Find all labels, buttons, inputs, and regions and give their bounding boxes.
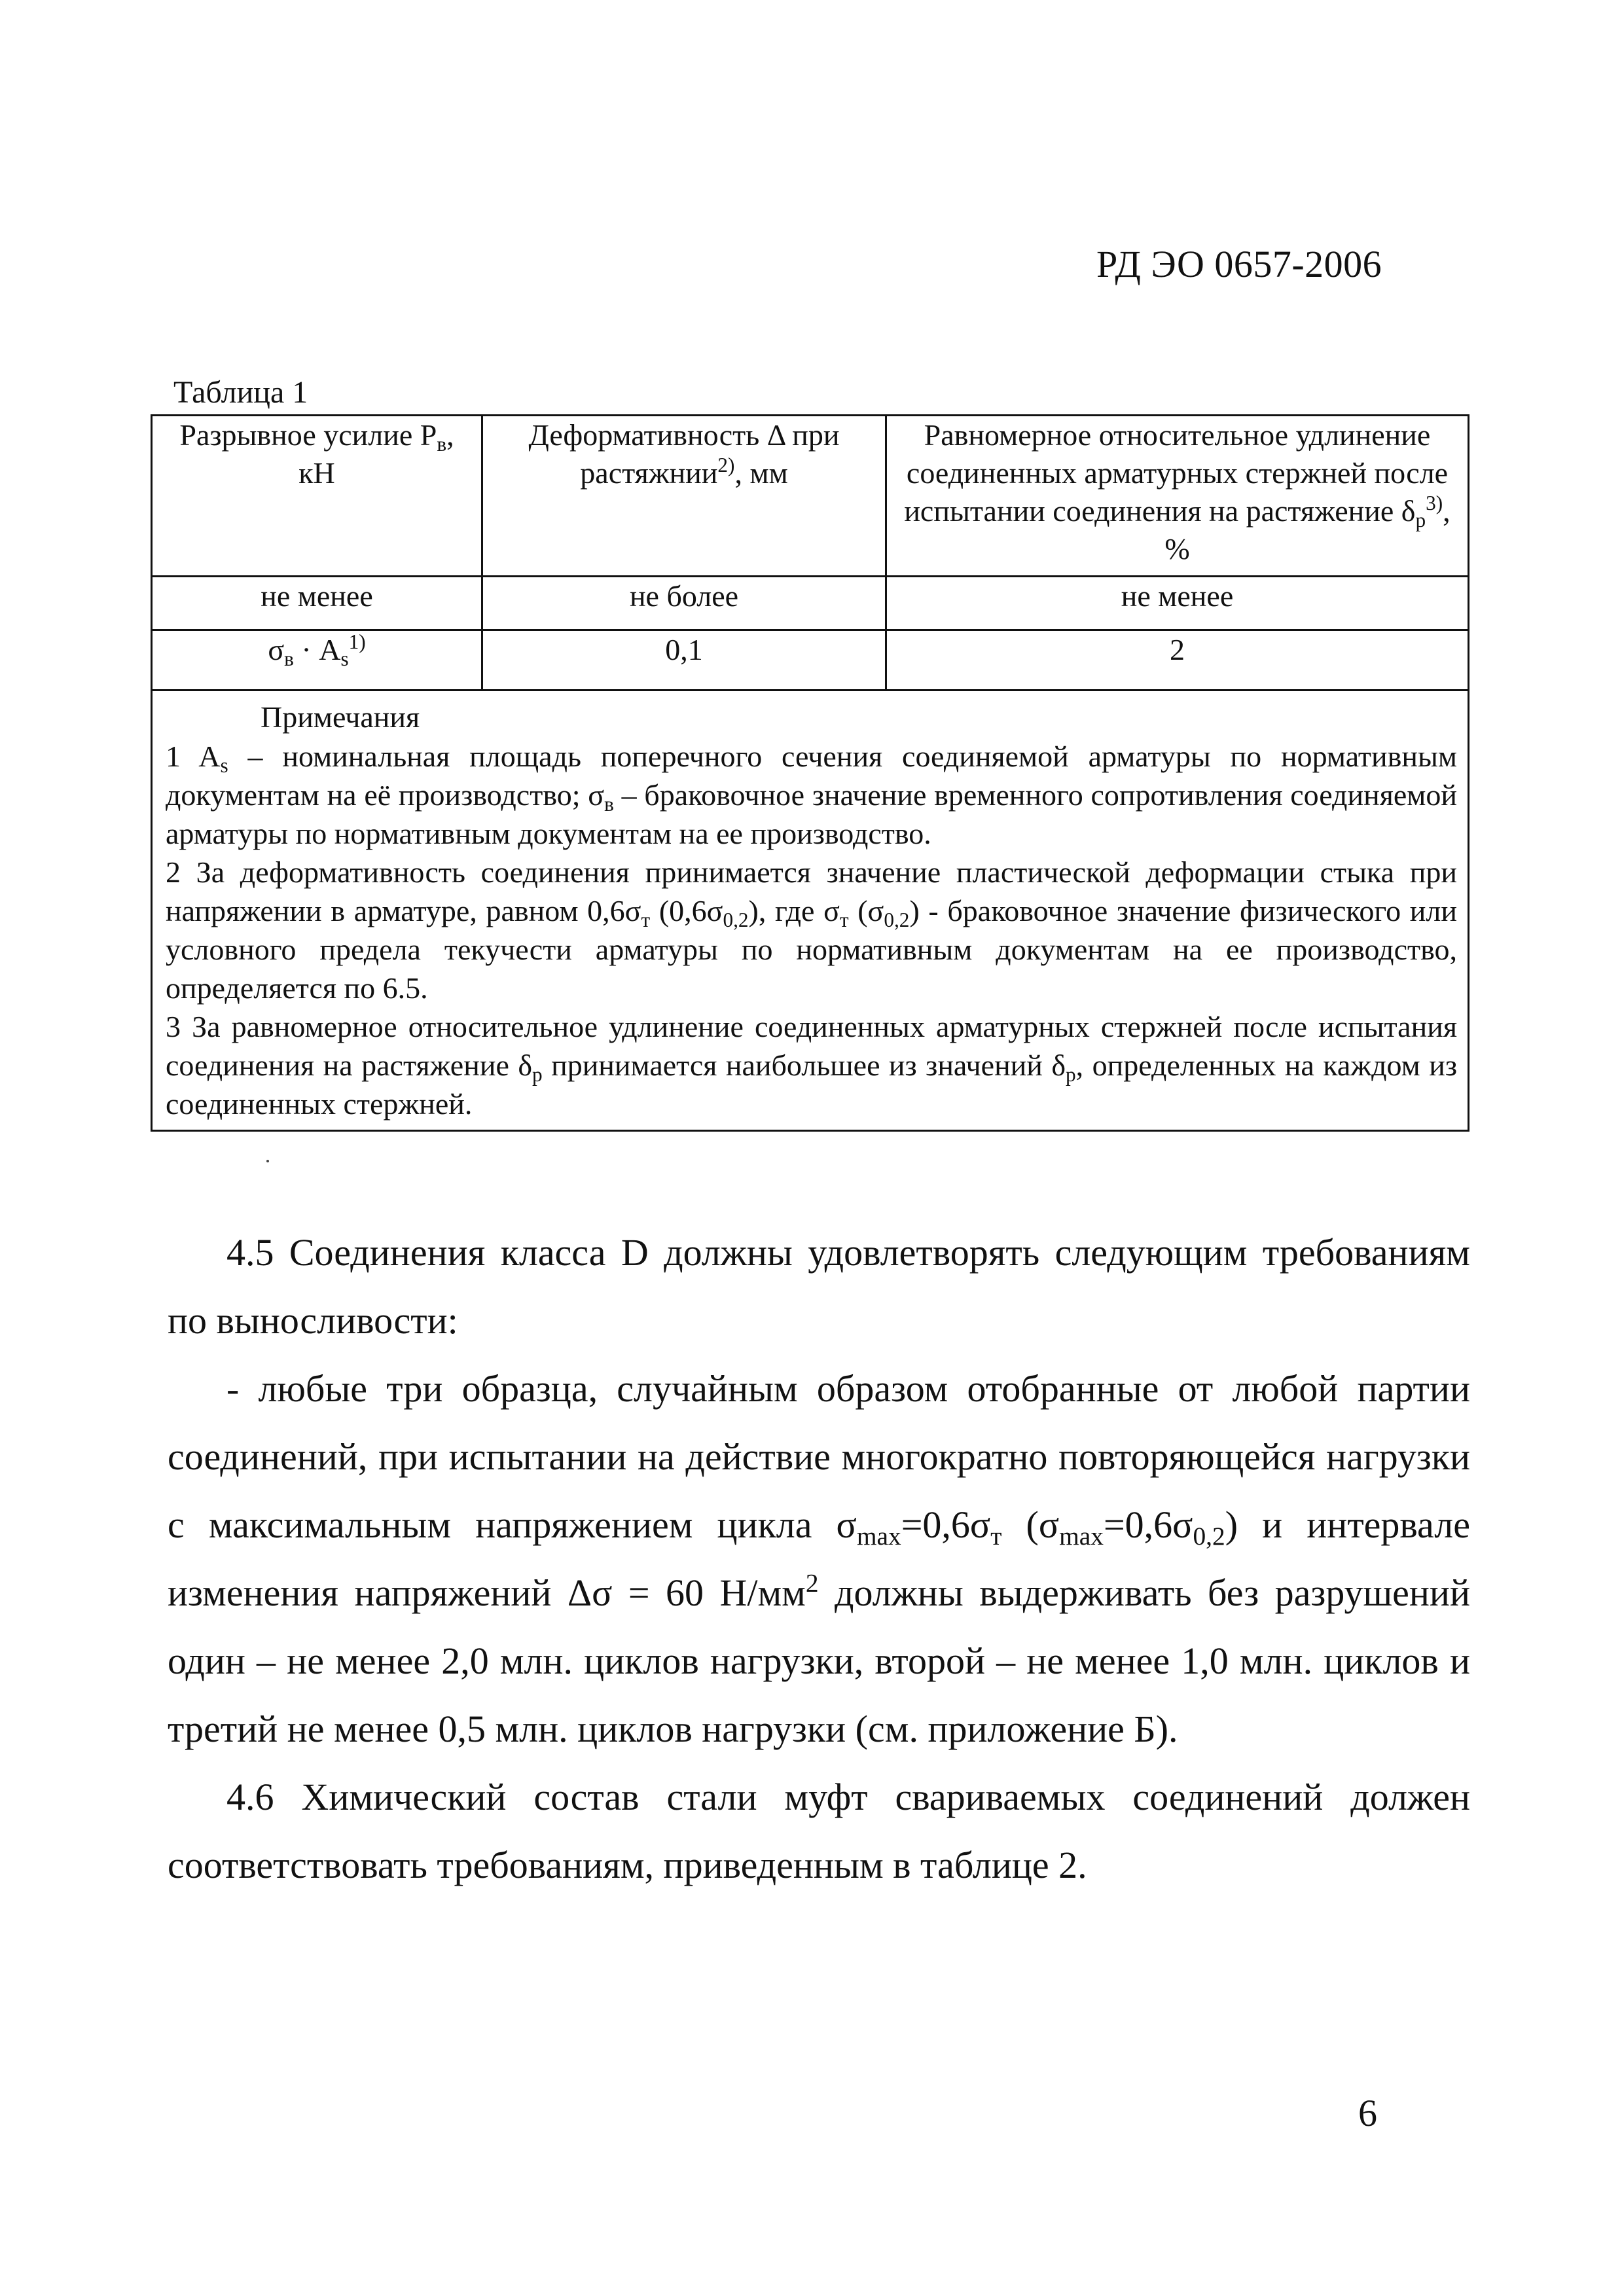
para-text: - любые три образца, случайным образом отобранные от любой партии соединений, при испытании на действие многократно повторяющейся нагрузки с максимальным напряжением цикла σ (168, 1367, 1470, 1546)
notes-row (152, 691, 1469, 1131)
body-text (168, 1219, 1470, 1899)
table-caption: Таблица 1 (173, 375, 308, 410)
notes-cell (152, 691, 1469, 1131)
note-sub: 0,2 (723, 908, 749, 931)
note-sub: т (641, 908, 651, 931)
header-text: Равномерное относительное удлинение соединенных арматурных стержней после испытании соединения на растяжение δ (904, 418, 1449, 528)
note-text: (σ (848, 894, 884, 927)
note-text: ) - браковочное значение физического или условного предела текучести арматуры по нормативным документам на ее производство, определяется по 6.5. (166, 894, 1457, 1005)
note-sub: p (1066, 1062, 1076, 1086)
values-row (152, 630, 1469, 691)
note-text: ), где σ (748, 894, 840, 927)
paragraph-fatigue-list (168, 1355, 1470, 1763)
formula-sub: в (284, 647, 294, 670)
header-text: Деформативность Δ при растяжнии (528, 418, 840, 490)
note-sub: 0,2 (884, 908, 910, 931)
note-sub: s (220, 753, 228, 777)
para-text: =0,6σ (901, 1503, 991, 1546)
note-text: (0,6σ (650, 894, 723, 927)
para-text: =0,6σ (1103, 1503, 1193, 1546)
note-text: – браковочное значение временного сопротивления соединяемой арматуры по нормативным документам на ее производство. (166, 778, 1457, 850)
note-text: , определенных на каждом из соединенных стержней. (166, 1049, 1457, 1121)
header-text: Разрывное усилие P (179, 418, 437, 452)
header-cell-elongation (886, 416, 1469, 577)
para-sub: т (990, 1522, 1002, 1551)
requirements-table (151, 414, 1469, 1132)
note-sub: p (532, 1062, 543, 1086)
header-sup: 3) (1426, 491, 1443, 514)
header-unit: , % (1164, 494, 1451, 565)
note-sub: в (604, 792, 614, 816)
formula-sub: s (340, 647, 349, 670)
para-sub: 0,2 (1193, 1522, 1225, 1551)
header-sup: 2) (717, 453, 735, 476)
paragraph-4-5: 4.5 Соединения класса D должны удовлетворять следующим требованиям по выносливости: (168, 1231, 1470, 1342)
value-cell-deformation: 0,1 (482, 630, 886, 691)
table-header-row (152, 416, 1469, 577)
formula-a: · A (293, 633, 341, 666)
note-2 (166, 853, 1457, 1007)
notes-title: Примечания (261, 700, 420, 734)
scan-speck (266, 1160, 269, 1162)
para-text: должны выдерживать без разрушений один – не менее 2,0 млн. циклов нагрузки, второй – не менее 1,0 млн. циклов и третий не менее 0,5 млн. циклов нагрузки (см. приложение Б). (168, 1571, 1470, 1750)
note-text: 2 За деформативность соединения принимается значение пластической деформации стыка при напряжении в арматуре, равном 0,6σ (166, 855, 1457, 927)
para-text: ) и интервале изменения напряжений Δσ = 60 Н/мм (168, 1503, 1470, 1614)
limit-cell: не более (482, 577, 886, 630)
limits-row (152, 577, 1469, 630)
header-cell-breaking-force (152, 416, 482, 577)
para-text: (σ (1001, 1503, 1060, 1546)
header-unit: , мм (734, 456, 788, 490)
note-text: 1 A (166, 740, 221, 773)
para-sup: 2 (805, 1568, 819, 1598)
note-1 (166, 737, 1457, 853)
header-unit: , кН (298, 418, 454, 490)
header-cell-deformation (482, 416, 886, 577)
limit-cell: не менее (886, 577, 1469, 630)
header-sub: p (1415, 508, 1426, 531)
note-text: 3 За равномерное относительное удлинение соединенных арматурных стержней после испытания соединения на растяжение δ (166, 1010, 1457, 1082)
limit-cell: не менее (152, 577, 482, 630)
para-sub: max (856, 1522, 901, 1551)
value-cell-formula (152, 630, 482, 691)
note-sub: т (839, 908, 849, 931)
formula-sup: 1) (348, 630, 366, 653)
paragraph-4-6: 4.6 Химический состав стали муфт свариваемых соединений должен соответствовать требованиям, приведенным в таблице 2. (168, 1776, 1470, 1886)
para-sub: max (1059, 1522, 1104, 1551)
header-sub: в (437, 432, 447, 456)
formula-sigma: σ (268, 633, 285, 666)
document-code: РД ЭО 0657-2006 (1096, 243, 1382, 285)
value-cell-elongation: 2 (886, 630, 1469, 691)
page-number: 6 (1358, 2092, 1377, 2134)
note-text: принимается наибольшее из значений δ (542, 1049, 1066, 1082)
note-text: – номинальная площадь поперечного сечения соединяемой арматуры по нормативным документам на её производство; σ (166, 740, 1458, 812)
note-3 (166, 1007, 1457, 1123)
